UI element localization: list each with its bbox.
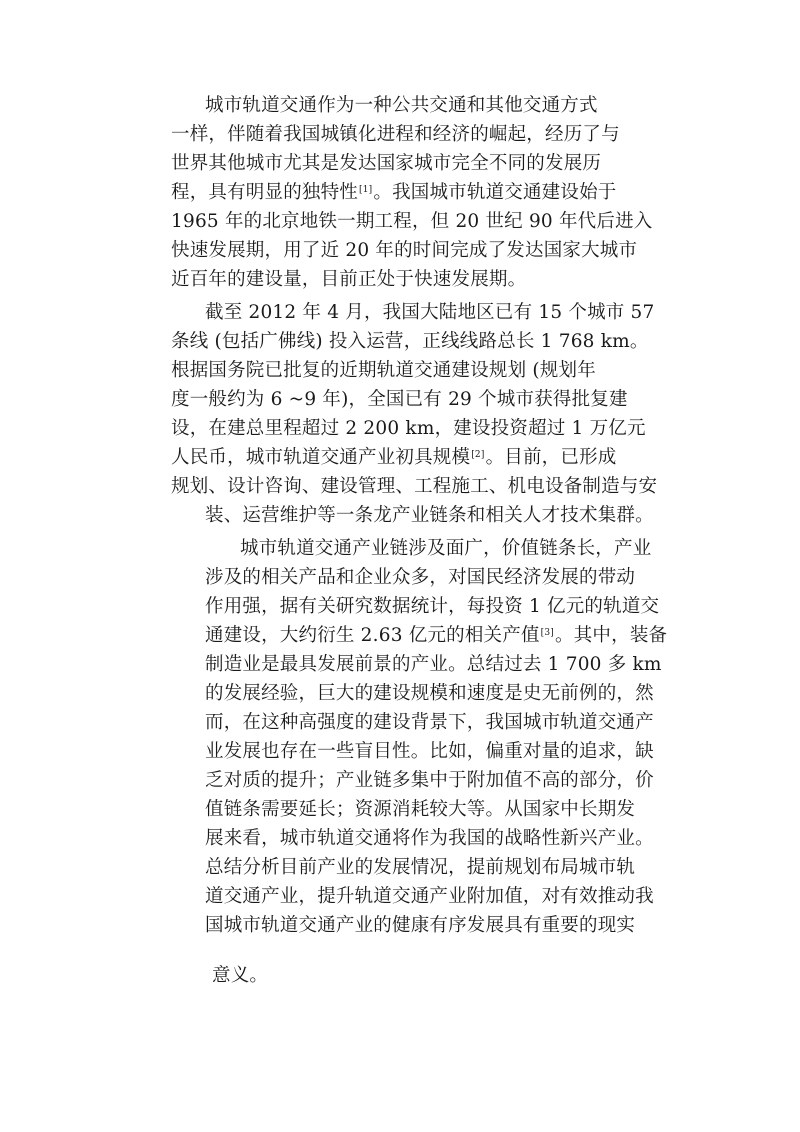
text-line: 世界其他城市尤其是发达国家城市完全不同的发展历 — [171, 153, 602, 174]
text-line: 制造业是最具发展前景的产业。总结过去 1 700 多 km — [205, 654, 662, 675]
text-line: 的发展经验，巨大的建设规模和速度是史无前例的，然 — [205, 683, 654, 704]
text-line: 规划、设计咨询、建设管理、工程施工、机电设备制造与安 — [171, 476, 658, 497]
text-line: 总结分析目前产业的发展情况，提前规划布局城市轨 — [205, 857, 636, 878]
text-line: 度一般约为 6 ~9 年)，全国已有 29 个城市获得批复建 — [171, 389, 628, 410]
citation-marker: [2] — [471, 450, 485, 460]
text-line: 近百年的建设量，目前正处于快速发展期。 — [171, 269, 527, 290]
text-line: 道交通产业，提升轨道交通产业附加值，对有效推动我 — [205, 886, 654, 907]
text-line: 设，在建总里程超过 2 200 km，建设投资超过 1 万亿元 — [171, 418, 646, 439]
text-line: 作用强，据有关研究数据统计，每投资 1 亿元的轨道交 — [205, 596, 660, 617]
text-line: 城市轨道交通作为一种公共交通和其他交通方式 — [205, 95, 598, 116]
text-line: 涉及的相关产品和企业众多，对国民经济发展的带动 — [205, 567, 636, 588]
text-line: 程，具有明显的独特性[1]。我国城市轨道交通建设始于 — [171, 182, 617, 203]
text-line: 根据国务院已批复的近期轨道交通建设规划 (规划年 — [171, 360, 596, 381]
text-line: 城市轨道交通产业链涉及面广，价值链条长，产业 — [240, 538, 652, 559]
citation-marker: [1] — [359, 185, 373, 195]
text-line: 业发展也存在一些盲目性。比如，偏重对量的追求，缺 — [205, 741, 654, 762]
text-line: 展来看，城市轨道交通将作为我国的战略性新兴产业。 — [205, 828, 654, 849]
text-line: 乏对质的提升；产业链多集中于附加值不高的部分，价 — [205, 770, 654, 791]
text-line: 截至 2012 年 4 月，我国大陆地区已有 15 个城市 57 — [205, 302, 655, 323]
text-line: 而，在这种高强度的建设背景下，我国城市轨道交通产 — [205, 712, 654, 733]
text-line: 快速发展期，用了近 20 年的时间完成了发达国家大城市 — [171, 240, 638, 261]
text-line: 一样，伴随着我国城镇化进程和经济的崛起，经历了与 — [171, 124, 620, 145]
citation-marker: [3] — [540, 628, 555, 638]
text-line: 人民币，城市轨道交通产业初具规模[2]。目前，已形成 — [171, 447, 617, 468]
text-line: 1965 年的北京地铁一期工程，但 20 世纪 90 年代后进入 — [171, 211, 653, 232]
text-line: 通建设，大约衍生 2.63 亿元的相关产值[3]。其中，装备 — [205, 625, 668, 646]
text-line: 国城市轨道交通产业的健康有序发展具有重要的现实 — [205, 915, 636, 936]
text-line: 值链条需要延长；资源消耗较大等。从国家中长期发 — [205, 799, 636, 820]
text-line: 装、运营维护等一条龙产业链条和相关人才技术集群。 — [205, 505, 654, 526]
text-line: 意义。 — [212, 965, 269, 986]
text-line: 条线 (包括广佛线) 投入运营，正线线路总长 1 768 km。 — [171, 331, 649, 352]
